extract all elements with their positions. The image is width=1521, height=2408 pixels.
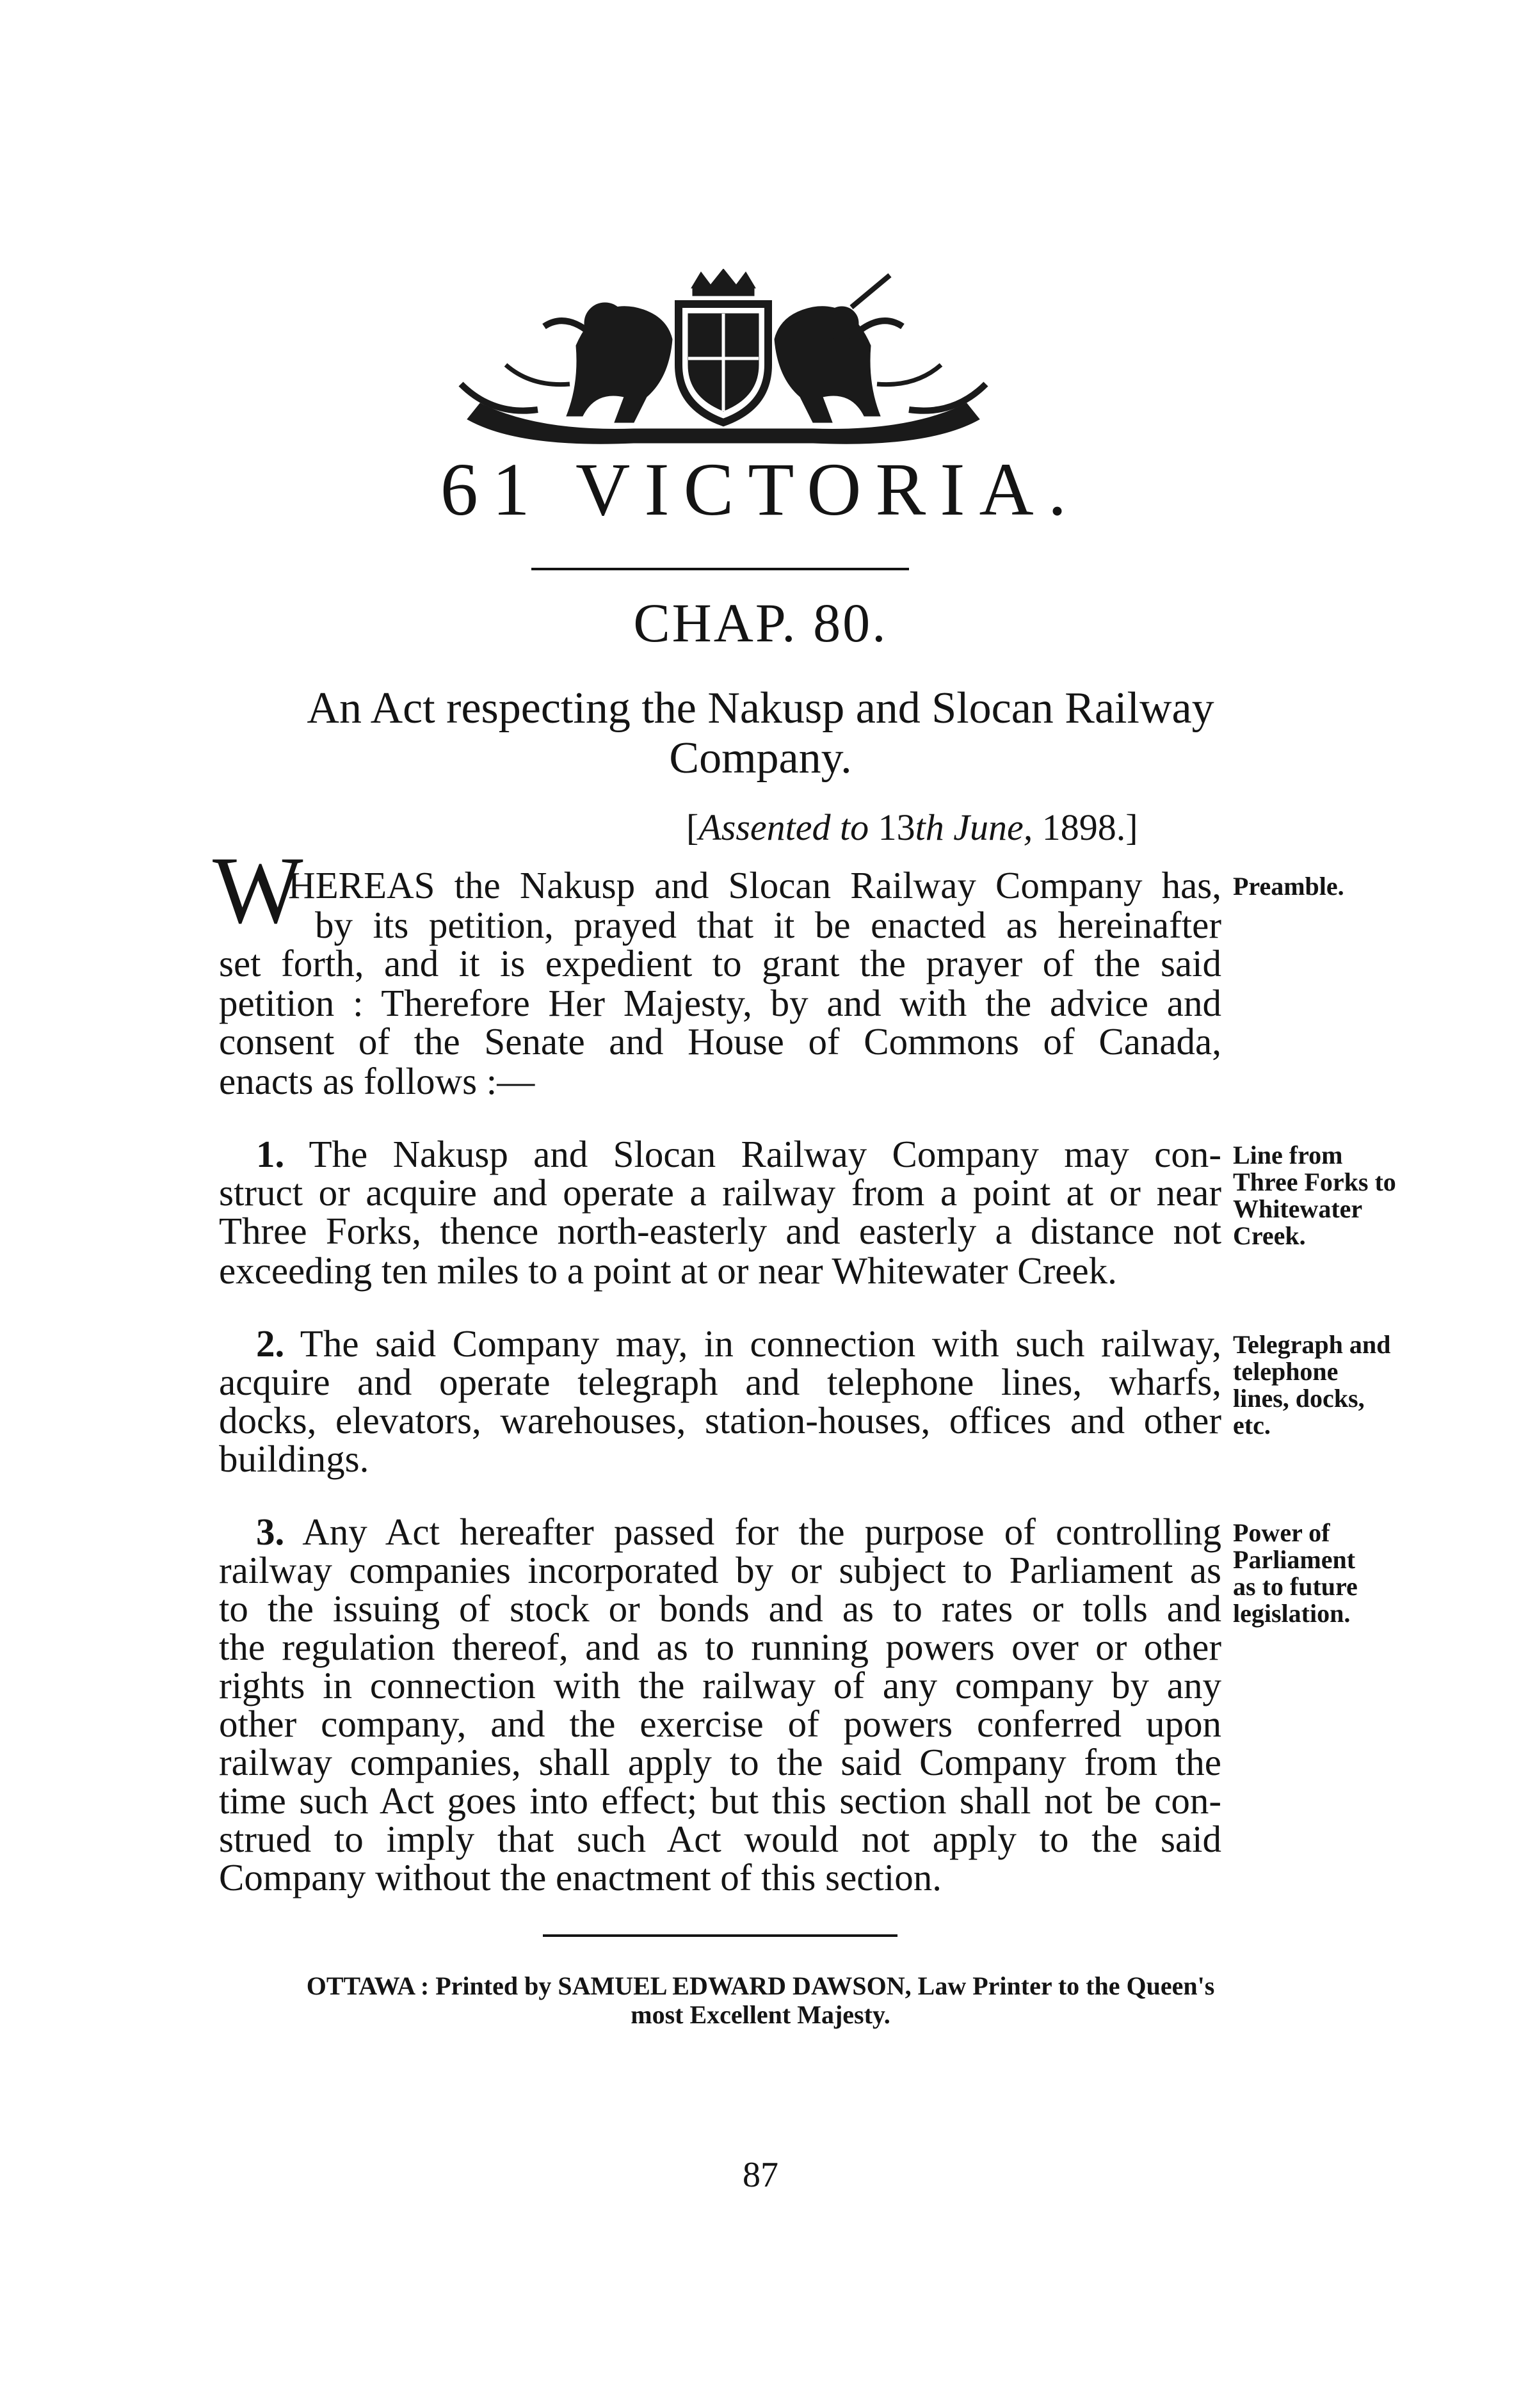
preamble-line: set forth, and it is expedient to grant the prayer of the said — [219, 942, 1221, 984]
marginal-note-section-1: Line from Three Forks to Whitewater Creek. — [1233, 1141, 1396, 1250]
regnal-year-heading: 61 VICTORIA. — [440, 447, 1081, 531]
footer-divider — [543, 1934, 897, 1937]
printer-imprint-line-2: most Excellent Majesty. — [631, 2000, 890, 2029]
section-line: struct or acquire and operate a railway from a point at or near — [219, 1171, 1221, 1214]
section-number: 3. — [256, 1511, 285, 1553]
royal-coat-of-arms-emblem — [442, 269, 1005, 448]
assent-date: [Assented to 13th June, 1898.] — [686, 807, 1138, 848]
marginal-note-section-3: Power of Parliament as to future legislation. — [1233, 1518, 1358, 1628]
section-line: rights in connection with the railway of any company by any — [219, 1664, 1221, 1706]
section-line: strued to imply that such Act would not apply to the said — [219, 1818, 1221, 1860]
section-line: railway companies, shall apply to the said Company from the — [219, 1741, 1221, 1783]
section-line: other company, and the exercise of powers conferred upon — [219, 1703, 1221, 1745]
act-title-line-1: An Act respecting the Nakusp and Slocan Railway — [307, 684, 1214, 733]
marginal-note-section-2: Telegraph and telephone lines, docks, etc. — [1233, 1330, 1391, 1440]
preamble-line: enacts as follows :— — [219, 1060, 535, 1102]
preamble-line: petition : Therefore Her Majesty, by and with the advice and — [219, 982, 1221, 1024]
page-number: 87 — [743, 2155, 778, 2195]
section-line: Three Forks, thence north-easterly and easterly a distance not — [219, 1210, 1221, 1252]
section-line: time such Act goes into effect; but this section shall not be con- — [219, 1779, 1221, 1822]
section-2-first-line: 2. The said Company may, in connection with such railway, — [256, 1322, 1221, 1365]
header-divider — [531, 568, 909, 570]
preamble-line: consent of the Senate and House of Commons of Canada, — [219, 1020, 1221, 1063]
assent-label: Assented to — [698, 807, 869, 848]
preamble-line: by its petition, prayed that it be enacted as hereinafter — [315, 904, 1221, 946]
section-number: 1. — [256, 1133, 285, 1175]
chapter-number: CHAP. 80. — [633, 592, 888, 654]
section-1-first-line: 1. The Nakusp and Slocan Railway Company may con- — [256, 1133, 1221, 1175]
act-title-line-2: Company. — [669, 734, 852, 783]
section-3-first-line: 3. Any Act hereafter passed for the purpose of controlling — [256, 1511, 1221, 1553]
section-number: 2. — [256, 1322, 285, 1365]
section-line: to the issuing of stock or bonds and as to rates or tolls and — [219, 1587, 1221, 1630]
preamble-drop-cap: W — [213, 837, 303, 943]
section-line: acquire and operate telegraph and telephone lines, wharfs, — [219, 1361, 1221, 1403]
section-line: docks, elevators, warehouses, station-houses, offices and other — [219, 1399, 1221, 1441]
section-line: exceeding ten miles to a point at or near Whitewater Creek. — [219, 1249, 1117, 1292]
section-line: the regulation thereof, and as to running powers over or other — [219, 1626, 1221, 1668]
marginal-note-preamble: Preamble. — [1233, 872, 1344, 901]
preamble-line: HEREAS the Nakusp and Slocan Railway Company has, — [288, 864, 1221, 906]
section-line: railway companies incorporated by or subject to Parliament as — [219, 1549, 1221, 1591]
printer-imprint-line-1: OTTAWA : Printed by SAMUEL EDWARD DAWSON, Law Printer to the Queen's — [306, 1971, 1215, 2000]
section-line: Company without the enactment of this section. — [219, 1856, 942, 1898]
section-line: buildings. — [219, 1438, 369, 1480]
